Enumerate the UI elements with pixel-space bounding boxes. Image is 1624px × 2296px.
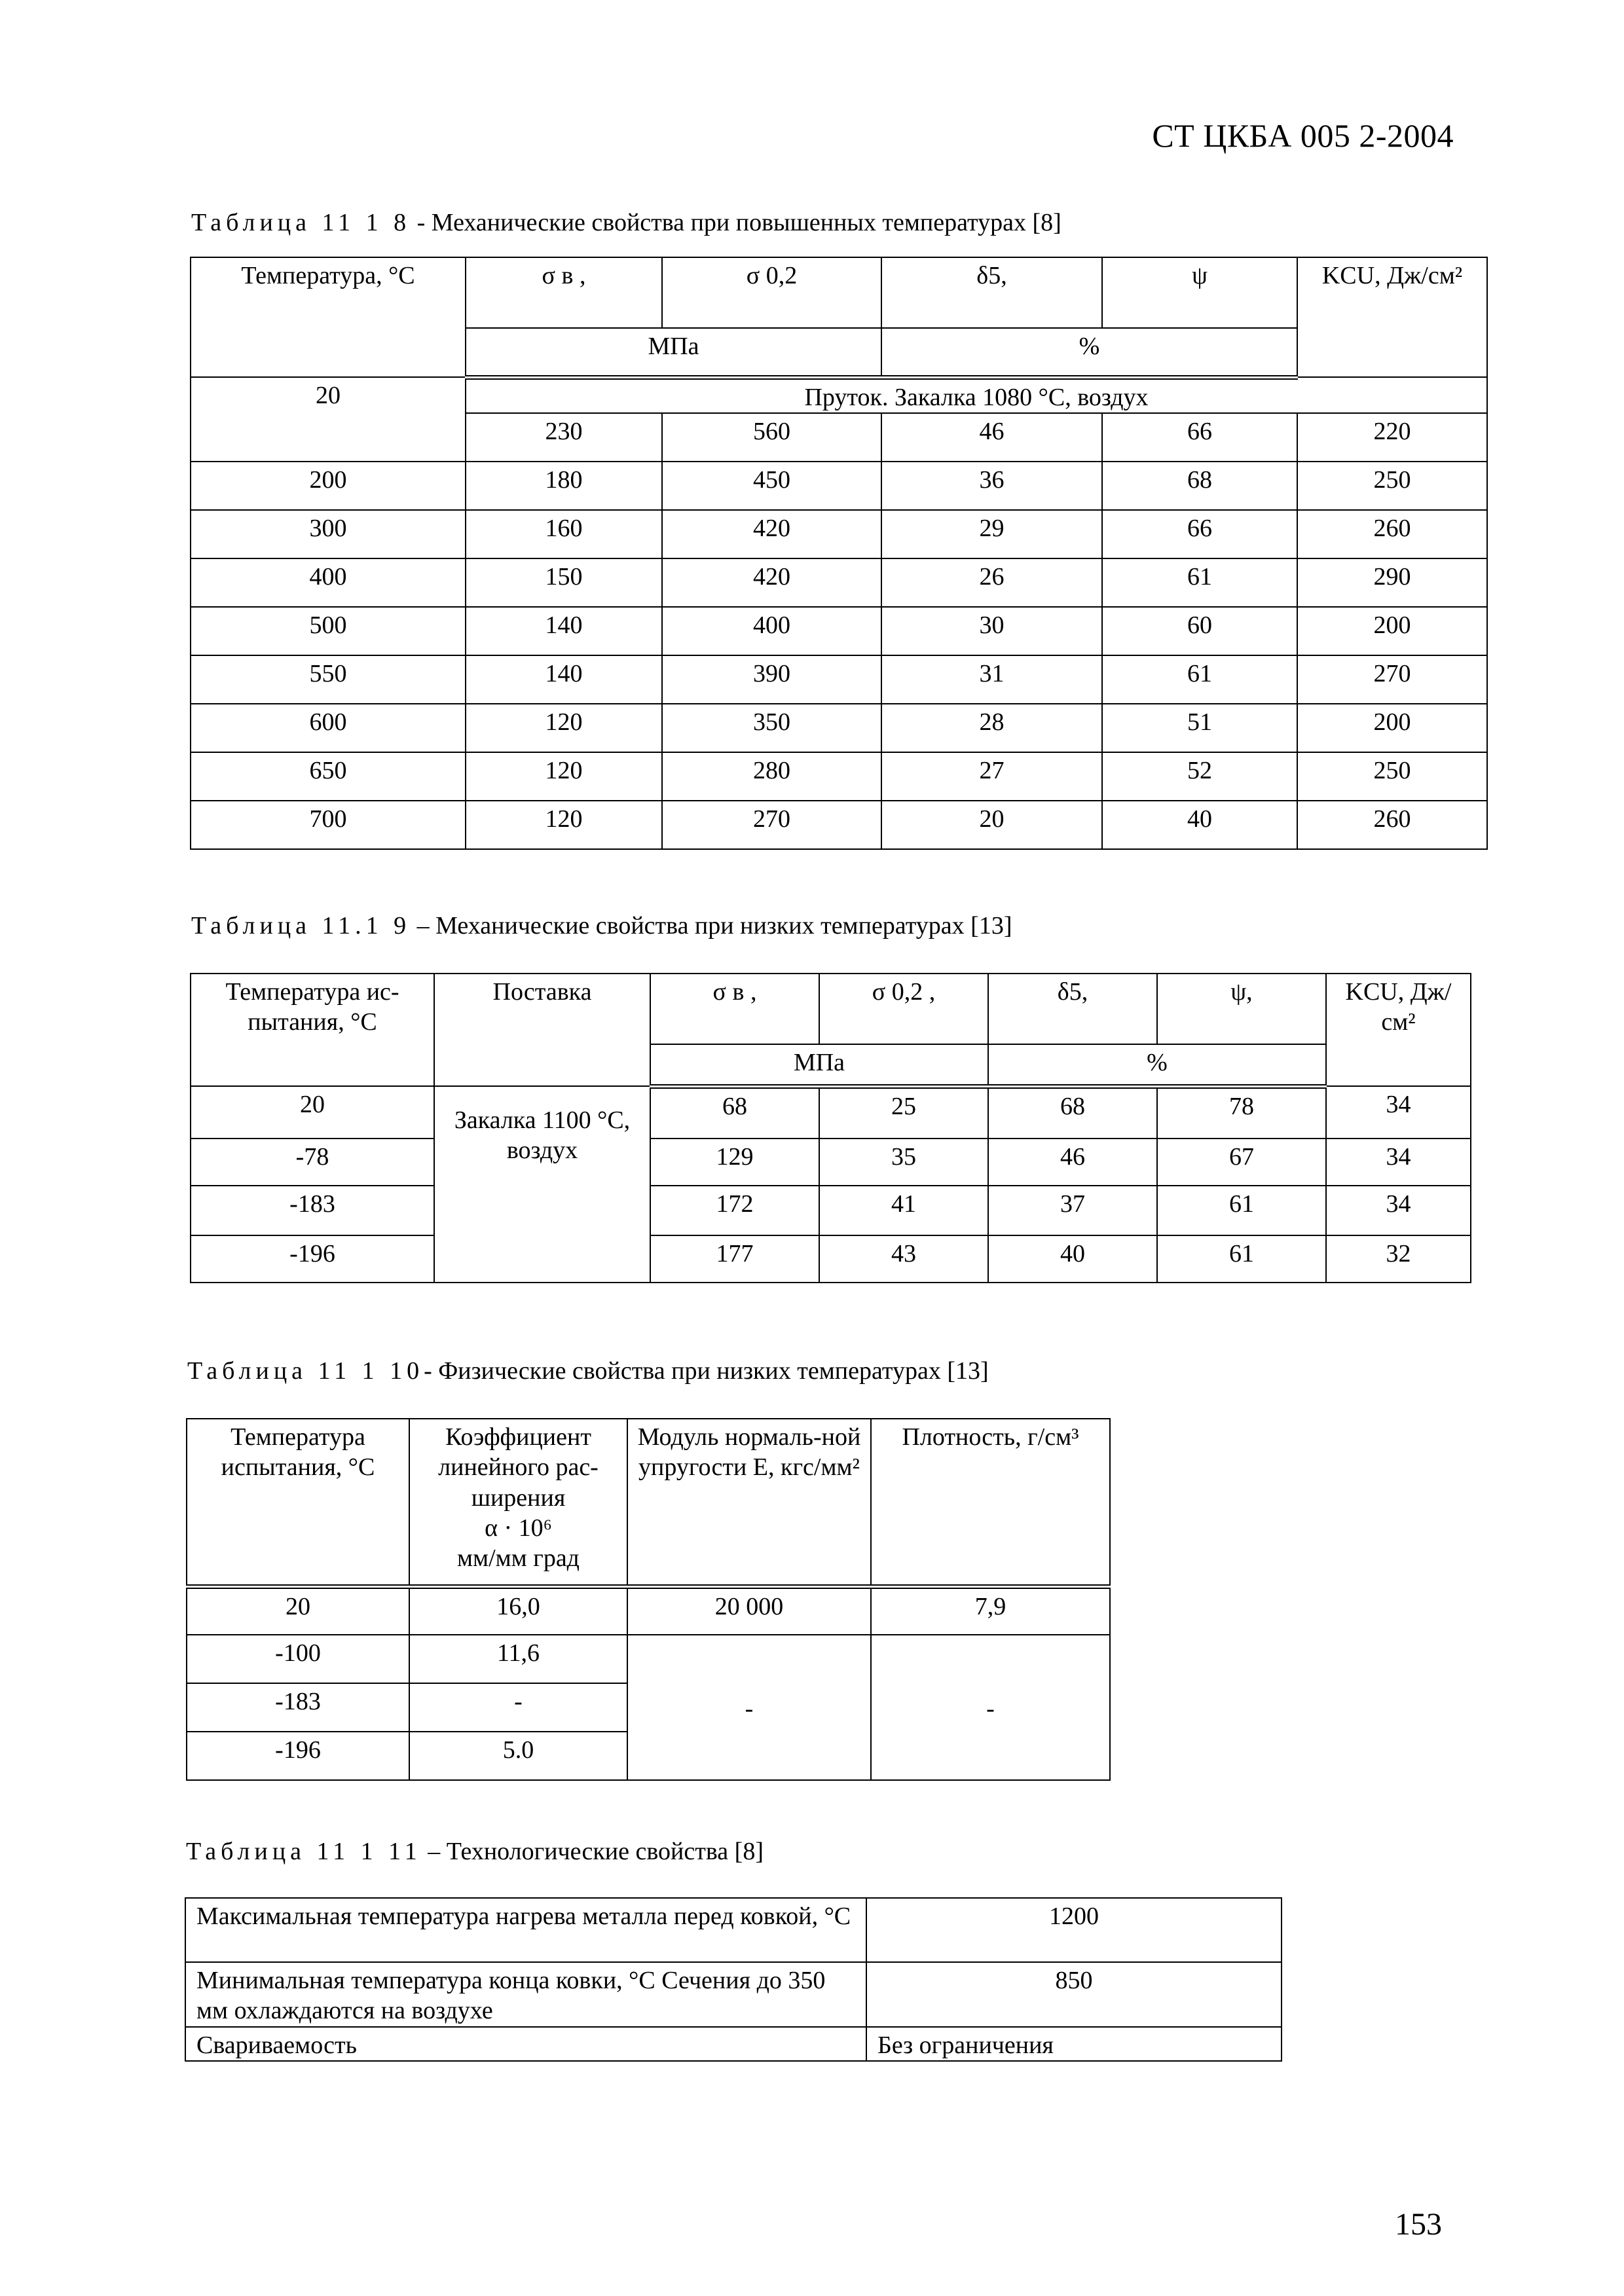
table-cell: 350 bbox=[662, 704, 881, 752]
table-cell: 34 bbox=[1326, 1086, 1471, 1139]
table-row bbox=[191, 558, 1487, 607]
table-row bbox=[191, 704, 1487, 752]
first-row-cell: 560 bbox=[662, 413, 881, 462]
table-cell: 20 bbox=[187, 1586, 409, 1635]
table-8-mechanical-high-temp bbox=[190, 257, 1488, 850]
table-cell: 280 bbox=[662, 752, 881, 801]
table-9-caption bbox=[191, 911, 1012, 940]
table-cell: -183 bbox=[187, 1683, 409, 1732]
table-cell: 160 bbox=[466, 510, 662, 558]
table-cell: 60 bbox=[1102, 607, 1297, 655]
header-expansion-unit: мм/мм град bbox=[456, 1544, 580, 1573]
table-cell: 61 bbox=[1102, 558, 1297, 607]
header-expansion-title: Коэффициент линейного рас-ширения bbox=[438, 1423, 599, 1512]
table-cell: 61 bbox=[1157, 1186, 1326, 1235]
table-cell: 420 bbox=[662, 558, 881, 607]
header-temperature: Температура, °С bbox=[191, 257, 466, 377]
table-cell: 150 bbox=[466, 558, 662, 607]
table-cell: 550 bbox=[191, 655, 466, 704]
table-cell: 27 bbox=[881, 752, 1102, 801]
table-cell: 140 bbox=[466, 607, 662, 655]
table-10-caption-prefix: Таблица 11 1 10 bbox=[187, 1357, 424, 1385]
table-cell: 31 bbox=[881, 655, 1102, 704]
table-cell: 390 bbox=[662, 655, 881, 704]
table-cell: 500 bbox=[191, 607, 466, 655]
merged-modulus-cell: - bbox=[627, 1635, 871, 1780]
header-kcu: KCU, Дж/ см² bbox=[1326, 974, 1471, 1086]
table-cell: 43 bbox=[819, 1235, 988, 1283]
first-temperature-cell: 20 bbox=[191, 377, 466, 462]
table-row bbox=[191, 655, 1487, 704]
header-elastic-modulus: Модуль нормаль-ной упругости Е, кгс/мм² bbox=[627, 1419, 871, 1586]
header-delta5: δ5, bbox=[988, 974, 1157, 1044]
table-row bbox=[191, 1086, 1471, 1139]
table-cell: 37 bbox=[988, 1186, 1157, 1235]
table-row bbox=[191, 607, 1487, 655]
table-cell: 120 bbox=[466, 704, 662, 752]
table-10-caption-text: - Физические свойства при низких температурах [13] bbox=[424, 1357, 989, 1385]
table-cell: 400 bbox=[191, 558, 466, 607]
header-density: Плотность, г/см³ bbox=[871, 1419, 1110, 1586]
table-cell: 51 bbox=[1102, 704, 1297, 752]
table-9-mechanical-low-temp bbox=[190, 973, 1471, 1283]
table-cell: 16,0 bbox=[409, 1586, 627, 1635]
table-cell: 700 bbox=[191, 801, 466, 849]
first-row-cell: 66 bbox=[1102, 413, 1297, 462]
header-psi: ψ bbox=[1102, 257, 1297, 328]
table-row bbox=[191, 1139, 1471, 1186]
table-9-caption-text: – Механические свойства при низких температурах [13] bbox=[411, 912, 1012, 939]
table-cell: 67 bbox=[1157, 1139, 1326, 1186]
header-expansion-coefficient bbox=[409, 1419, 627, 1586]
table-cell: 172 bbox=[650, 1186, 819, 1235]
table-8-caption-text: - Механические свойства при повышенных температурах [8] bbox=[411, 209, 1061, 236]
table-cell: 400 bbox=[662, 607, 881, 655]
header-sigma-b: σ в , bbox=[650, 974, 819, 1044]
table-cell: 250 bbox=[1297, 752, 1487, 801]
table-cell: 46 bbox=[988, 1139, 1157, 1186]
table-cell: 270 bbox=[662, 801, 881, 849]
table-cell: 20 bbox=[881, 801, 1102, 849]
table-row bbox=[191, 510, 1487, 558]
table-cell: 68 bbox=[988, 1086, 1157, 1139]
table-cell: 34 bbox=[1326, 1139, 1471, 1186]
table-cell: 450 bbox=[662, 462, 881, 510]
table-cell: 250 bbox=[1297, 462, 1487, 510]
table-row bbox=[185, 1898, 1282, 1962]
table-cell: -183 bbox=[191, 1186, 434, 1235]
table-cell: -78 bbox=[191, 1139, 434, 1186]
table-cell: -100 bbox=[187, 1635, 409, 1683]
table-cell: 78 bbox=[1157, 1086, 1326, 1139]
table-cell: 34 bbox=[1326, 1186, 1471, 1235]
header-psi: ψ, bbox=[1157, 974, 1326, 1044]
table-cell: 32 bbox=[1326, 1235, 1471, 1283]
table-row bbox=[191, 752, 1487, 801]
header-sigma-02: σ 0,2 , bbox=[819, 974, 988, 1044]
table-8-caption bbox=[191, 208, 1061, 237]
table-cell: 20 000 bbox=[627, 1586, 871, 1635]
header-supply: Поставка bbox=[434, 974, 650, 1086]
table-cell: - bbox=[409, 1683, 627, 1732]
table-row bbox=[191, 1235, 1471, 1283]
table-cell: 650 bbox=[191, 752, 466, 801]
property-label: Свариваемость bbox=[185, 2027, 866, 2061]
table-cell: -196 bbox=[187, 1732, 409, 1780]
table-row bbox=[191, 1186, 1471, 1235]
property-value: 1200 bbox=[866, 1898, 1282, 1962]
table-cell: 180 bbox=[466, 462, 662, 510]
table-cell: 290 bbox=[1297, 558, 1487, 607]
table-cell: 270 bbox=[1297, 655, 1487, 704]
group-label: Пруток. Закалка 1080 °С, воздух bbox=[466, 377, 1487, 413]
table-10-caption bbox=[187, 1357, 989, 1385]
table-cell: 300 bbox=[191, 510, 466, 558]
property-label: Максимальная температура нагрева металла перед ковкой, °С bbox=[185, 1898, 866, 1962]
table-11-technological bbox=[185, 1897, 1282, 2062]
table-row bbox=[187, 1586, 1110, 1635]
property-label: Минимальная температура конца ковки, °С Сечения до 350 мм охлаждаются на воздухе bbox=[185, 1962, 866, 2027]
table-cell: 35 bbox=[819, 1139, 988, 1186]
first-row-cell: 220 bbox=[1297, 413, 1487, 462]
table-cell: 68 bbox=[1102, 462, 1297, 510]
table-11-caption bbox=[186, 1837, 764, 1866]
header-expansion-factor: α · 10⁶ bbox=[485, 1514, 552, 1542]
table-11-caption-prefix: Таблица 11 1 11 bbox=[186, 1838, 422, 1865]
header-kcu: KCU, Дж/см² bbox=[1297, 257, 1487, 377]
supply-cell: Закалка 1100 °С, воздух bbox=[434, 1086, 650, 1283]
table-row bbox=[185, 2027, 1282, 2061]
header-unit-percent: % bbox=[881, 328, 1297, 377]
table-cell: 600 bbox=[191, 704, 466, 752]
table-cell: 20 bbox=[191, 1086, 434, 1139]
table-9-caption-prefix: Таблица 11.1 9 bbox=[191, 912, 411, 939]
header-unit-mpa: МПа bbox=[466, 328, 881, 377]
table-cell: 200 bbox=[1297, 704, 1487, 752]
table-cell: 28 bbox=[881, 704, 1102, 752]
table-11-caption-text: – Технологические свойства [8] bbox=[421, 1838, 764, 1865]
table-cell: 120 bbox=[466, 801, 662, 849]
table-cell: 40 bbox=[988, 1235, 1157, 1283]
table-row bbox=[185, 1962, 1282, 2027]
header-delta5: δ5, bbox=[881, 257, 1102, 328]
table-row bbox=[187, 1635, 1110, 1683]
header-unit-mpa: МПа bbox=[650, 1044, 988, 1086]
table-cell: 52 bbox=[1102, 752, 1297, 801]
table-cell: 29 bbox=[881, 510, 1102, 558]
table-cell: 200 bbox=[191, 462, 466, 510]
table-cell: 11,6 bbox=[409, 1635, 627, 1683]
table-8-caption-prefix: Таблица 11 1 8 bbox=[191, 209, 411, 236]
table-cell: 36 bbox=[881, 462, 1102, 510]
page-number: 153 bbox=[1395, 2207, 1442, 2242]
first-row-cell: 230 bbox=[466, 413, 662, 462]
table-cell: 68 bbox=[650, 1086, 819, 1139]
first-row-cell: 46 bbox=[881, 413, 1102, 462]
table-cell: 61 bbox=[1102, 655, 1297, 704]
header-temperature: Температура испытания, °С bbox=[187, 1419, 409, 1586]
table-10-physical-low-temp bbox=[186, 1418, 1111, 1781]
table-row bbox=[191, 462, 1487, 510]
table-cell: 5.0 bbox=[409, 1732, 627, 1780]
table-cell: 260 bbox=[1297, 801, 1487, 849]
table-cell: 140 bbox=[466, 655, 662, 704]
table-cell: 120 bbox=[466, 752, 662, 801]
table-cell: 66 bbox=[1102, 510, 1297, 558]
header-sigma-b: σ в , bbox=[466, 257, 662, 328]
table-cell: 25 bbox=[819, 1086, 988, 1139]
property-value: Без ограничения bbox=[866, 2027, 1282, 2061]
table-row bbox=[191, 801, 1487, 849]
table-cell: 177 bbox=[650, 1235, 819, 1283]
table-cell: 61 bbox=[1157, 1235, 1326, 1283]
merged-density-cell: - bbox=[871, 1635, 1110, 1780]
table-cell: 7,9 bbox=[871, 1586, 1110, 1635]
table-cell: 200 bbox=[1297, 607, 1487, 655]
table-cell: 26 bbox=[881, 558, 1102, 607]
table-cell: 40 bbox=[1102, 801, 1297, 849]
table-cell: 260 bbox=[1297, 510, 1487, 558]
table-cell: -196 bbox=[191, 1235, 434, 1283]
table-cell: 41 bbox=[819, 1186, 988, 1235]
header-sigma-02: σ 0,2 bbox=[662, 257, 881, 328]
header-unit-percent: % bbox=[988, 1044, 1326, 1086]
property-value: 850 bbox=[866, 1962, 1282, 2027]
table-cell: 30 bbox=[881, 607, 1102, 655]
document-code: СТ ЦКБА 005 2-2004 bbox=[1152, 117, 1454, 154]
table-cell: 420 bbox=[662, 510, 881, 558]
header-temperature: Температура ис-пытания, °С bbox=[191, 974, 434, 1086]
table-cell: 129 bbox=[650, 1139, 819, 1186]
